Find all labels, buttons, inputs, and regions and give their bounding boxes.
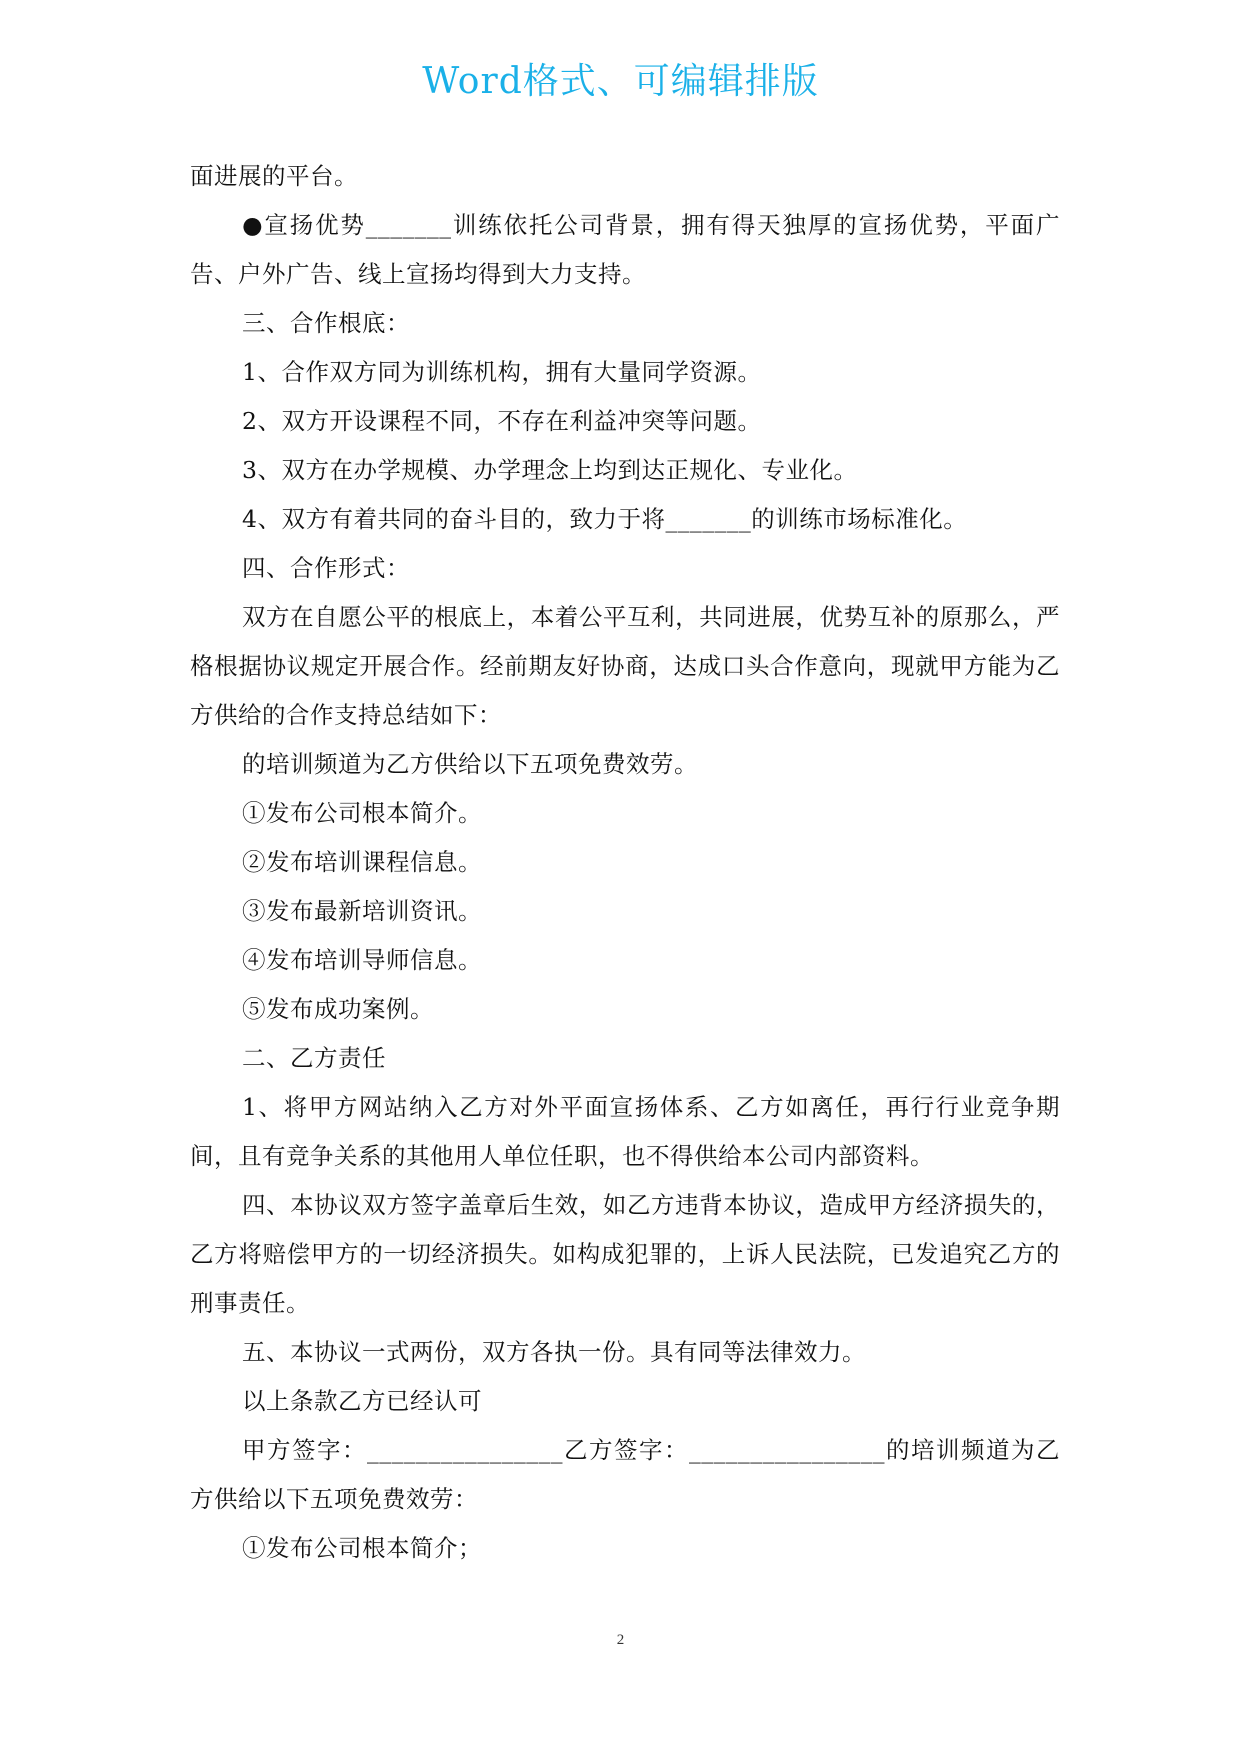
paragraph: 四、本协议双方签字盖章后生效，如乙方违背本协议，造成甲方经济损失的，乙方将赔偿甲方的一切经济损失。如构成犯罪的，上诉人民法院，已发追究乙方的刑事责任。: [190, 1191, 1060, 1317]
section-heading: 三、合作根底：: [242, 309, 410, 337]
list-item: ④发布培训导师信息。: [242, 946, 482, 974]
list-item: 1、合作双方同为训练机构，拥有大量同学资源。: [242, 358, 762, 386]
list-item: ⑤发布成功案例。: [242, 995, 434, 1023]
page-number: 2: [616, 1632, 625, 1648]
paragraph: 五、本协议一式两份，双方各执一份。具有同等法律效力。: [242, 1338, 866, 1366]
page-header-title: Word格式、可编辑排版: [422, 61, 819, 102]
list-item: 3、双方在办学规模、办学理念上均到达正规化、专业化。: [242, 456, 858, 484]
list-item: 4、双方有着共同的奋斗目的，致力于将_______的训练市场标准化。: [242, 505, 968, 533]
list-item: ②发布培训课程信息。: [242, 848, 482, 876]
paragraph: 1、将甲方网站纳入乙方对外平面宣扬体系、乙方如离任，再行行业竞争期间，且有竞争关系的其他用人单位任职，也不得供给本公司内部资料。: [190, 1093, 1060, 1170]
section-heading: 四、合作形式：: [242, 554, 410, 582]
paragraph: 双方在自愿公平的根底上，本着公平互利，共同进展，优势互补的原那么，严格根据协议规定开展合作。经前期友好协商，达成口头合作意向，现就甲方能为乙方供给的合作支持总结如下：: [190, 603, 1060, 729]
list-item: 2、双方开设课程不同，不存在利益冲突等问题。: [242, 407, 762, 435]
paragraph: 面进展的平台。: [190, 162, 358, 190]
document-body: [190, 152, 1060, 1573]
list-item: ③发布最新培训资讯。: [242, 897, 482, 925]
paragraph: ●宣扬优势_______训练依托公司背景，拥有得天独厚的宣扬优势，平面广告、户外广告、线上宣扬均得到大力支持。: [190, 211, 1060, 288]
signature-line: 甲方签字：________________乙方签字：________________的培训频道为乙方供给以下五项免费效劳：: [190, 1436, 1060, 1513]
paragraph: 的培训频道为乙方供给以下五项免费效劳。: [242, 750, 698, 778]
section-heading: 二、乙方责任: [242, 1044, 386, 1072]
paragraph: 以上条款乙方已经认可: [242, 1387, 482, 1415]
list-item: ①发布公司根本简介。: [242, 799, 482, 827]
list-item: ①发布公司根本简介；: [242, 1534, 482, 1562]
